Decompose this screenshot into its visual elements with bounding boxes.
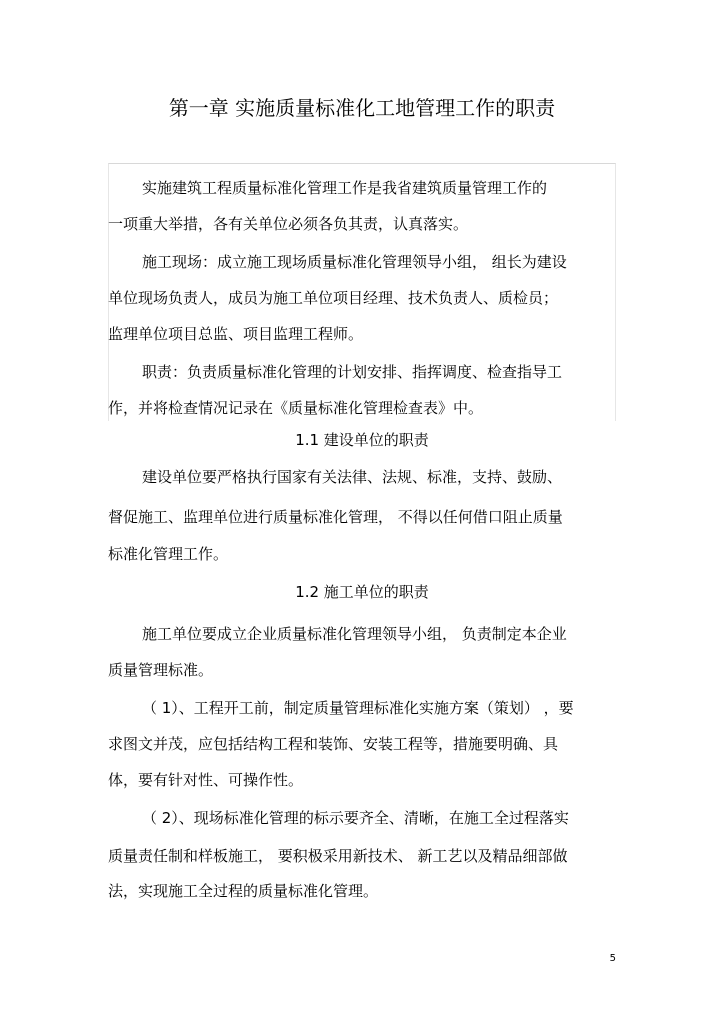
- intro-line-2: 一项重大举措，各有关单位必须各负其责，认真落实。: [108, 215, 469, 233]
- intro-line-5: 监理单位项目总监、项目监理工程师。: [108, 325, 364, 343]
- intro-line-6: 职责：负责质量标准化管理的计划安排、指挥调度、检查指导工: [142, 363, 563, 381]
- intro-line-1: 实施建筑工程质量标准化管理工作是我省建筑质量管理工作的: [142, 179, 548, 197]
- chapter-title: 第一章 实施质量标准化工地管理工作的职责: [168, 96, 556, 120]
- section-1-2-line-8: 法，实现施工全过程的质量标准化管理。: [108, 882, 379, 900]
- intro-line-3: 施工现场：成立施工现场质量标准化管理领导小组， 组长为建设: [142, 253, 567, 271]
- section-1-2-line-2: 质量管理标准。: [108, 661, 214, 679]
- intro-line-4: 单位现场负责人，成员为施工单位项目经理、技术负责人、质检员；: [108, 289, 559, 307]
- section-1-1-line-3: 标准化管理工作。: [108, 545, 229, 563]
- section-1-1-line-2: 督促施工、监理单位进行质量标准化管理， 不得以任何借口阻止质量: [108, 508, 563, 526]
- section-1-2-line-7: 质量责任制和样板施工， 要积极采用新技术、 新工艺以及精品细部做: [108, 847, 568, 865]
- page-number: 5: [609, 953, 616, 964]
- section-1-2-line-6: （ 2）、现场标准化管理的标示要齐全、清晰，在施工全过程落实: [142, 809, 569, 827]
- section-1-2-line-4: 求图文并茂，应包括结构工程和装饰、安装工程等，措施要明确、具: [108, 735, 559, 753]
- section-1-2-line-3: （ 1）、工程开工前，制定质量管理标准化实施方案（策划） ，要: [142, 699, 574, 717]
- section-1-1-heading: 1.1 建设单位的职责: [295, 431, 429, 449]
- section-1-2-heading: 1.2 施工单位的职责: [295, 583, 429, 601]
- section-1-1-line-1: 建设单位要严格执行国家有关法律、法规、标准，支持、鼓励、: [142, 468, 563, 486]
- section-1-2-line-5: 体，要有针对性、可操作性。: [108, 771, 304, 789]
- intro-line-7: 作，并将检查情况记录在《质量标准化管理检查表》中。: [108, 399, 484, 417]
- section-1-2-line-1: 施工单位要成立企业质量标准化管理领导小组， 负责制定本企业: [142, 625, 567, 643]
